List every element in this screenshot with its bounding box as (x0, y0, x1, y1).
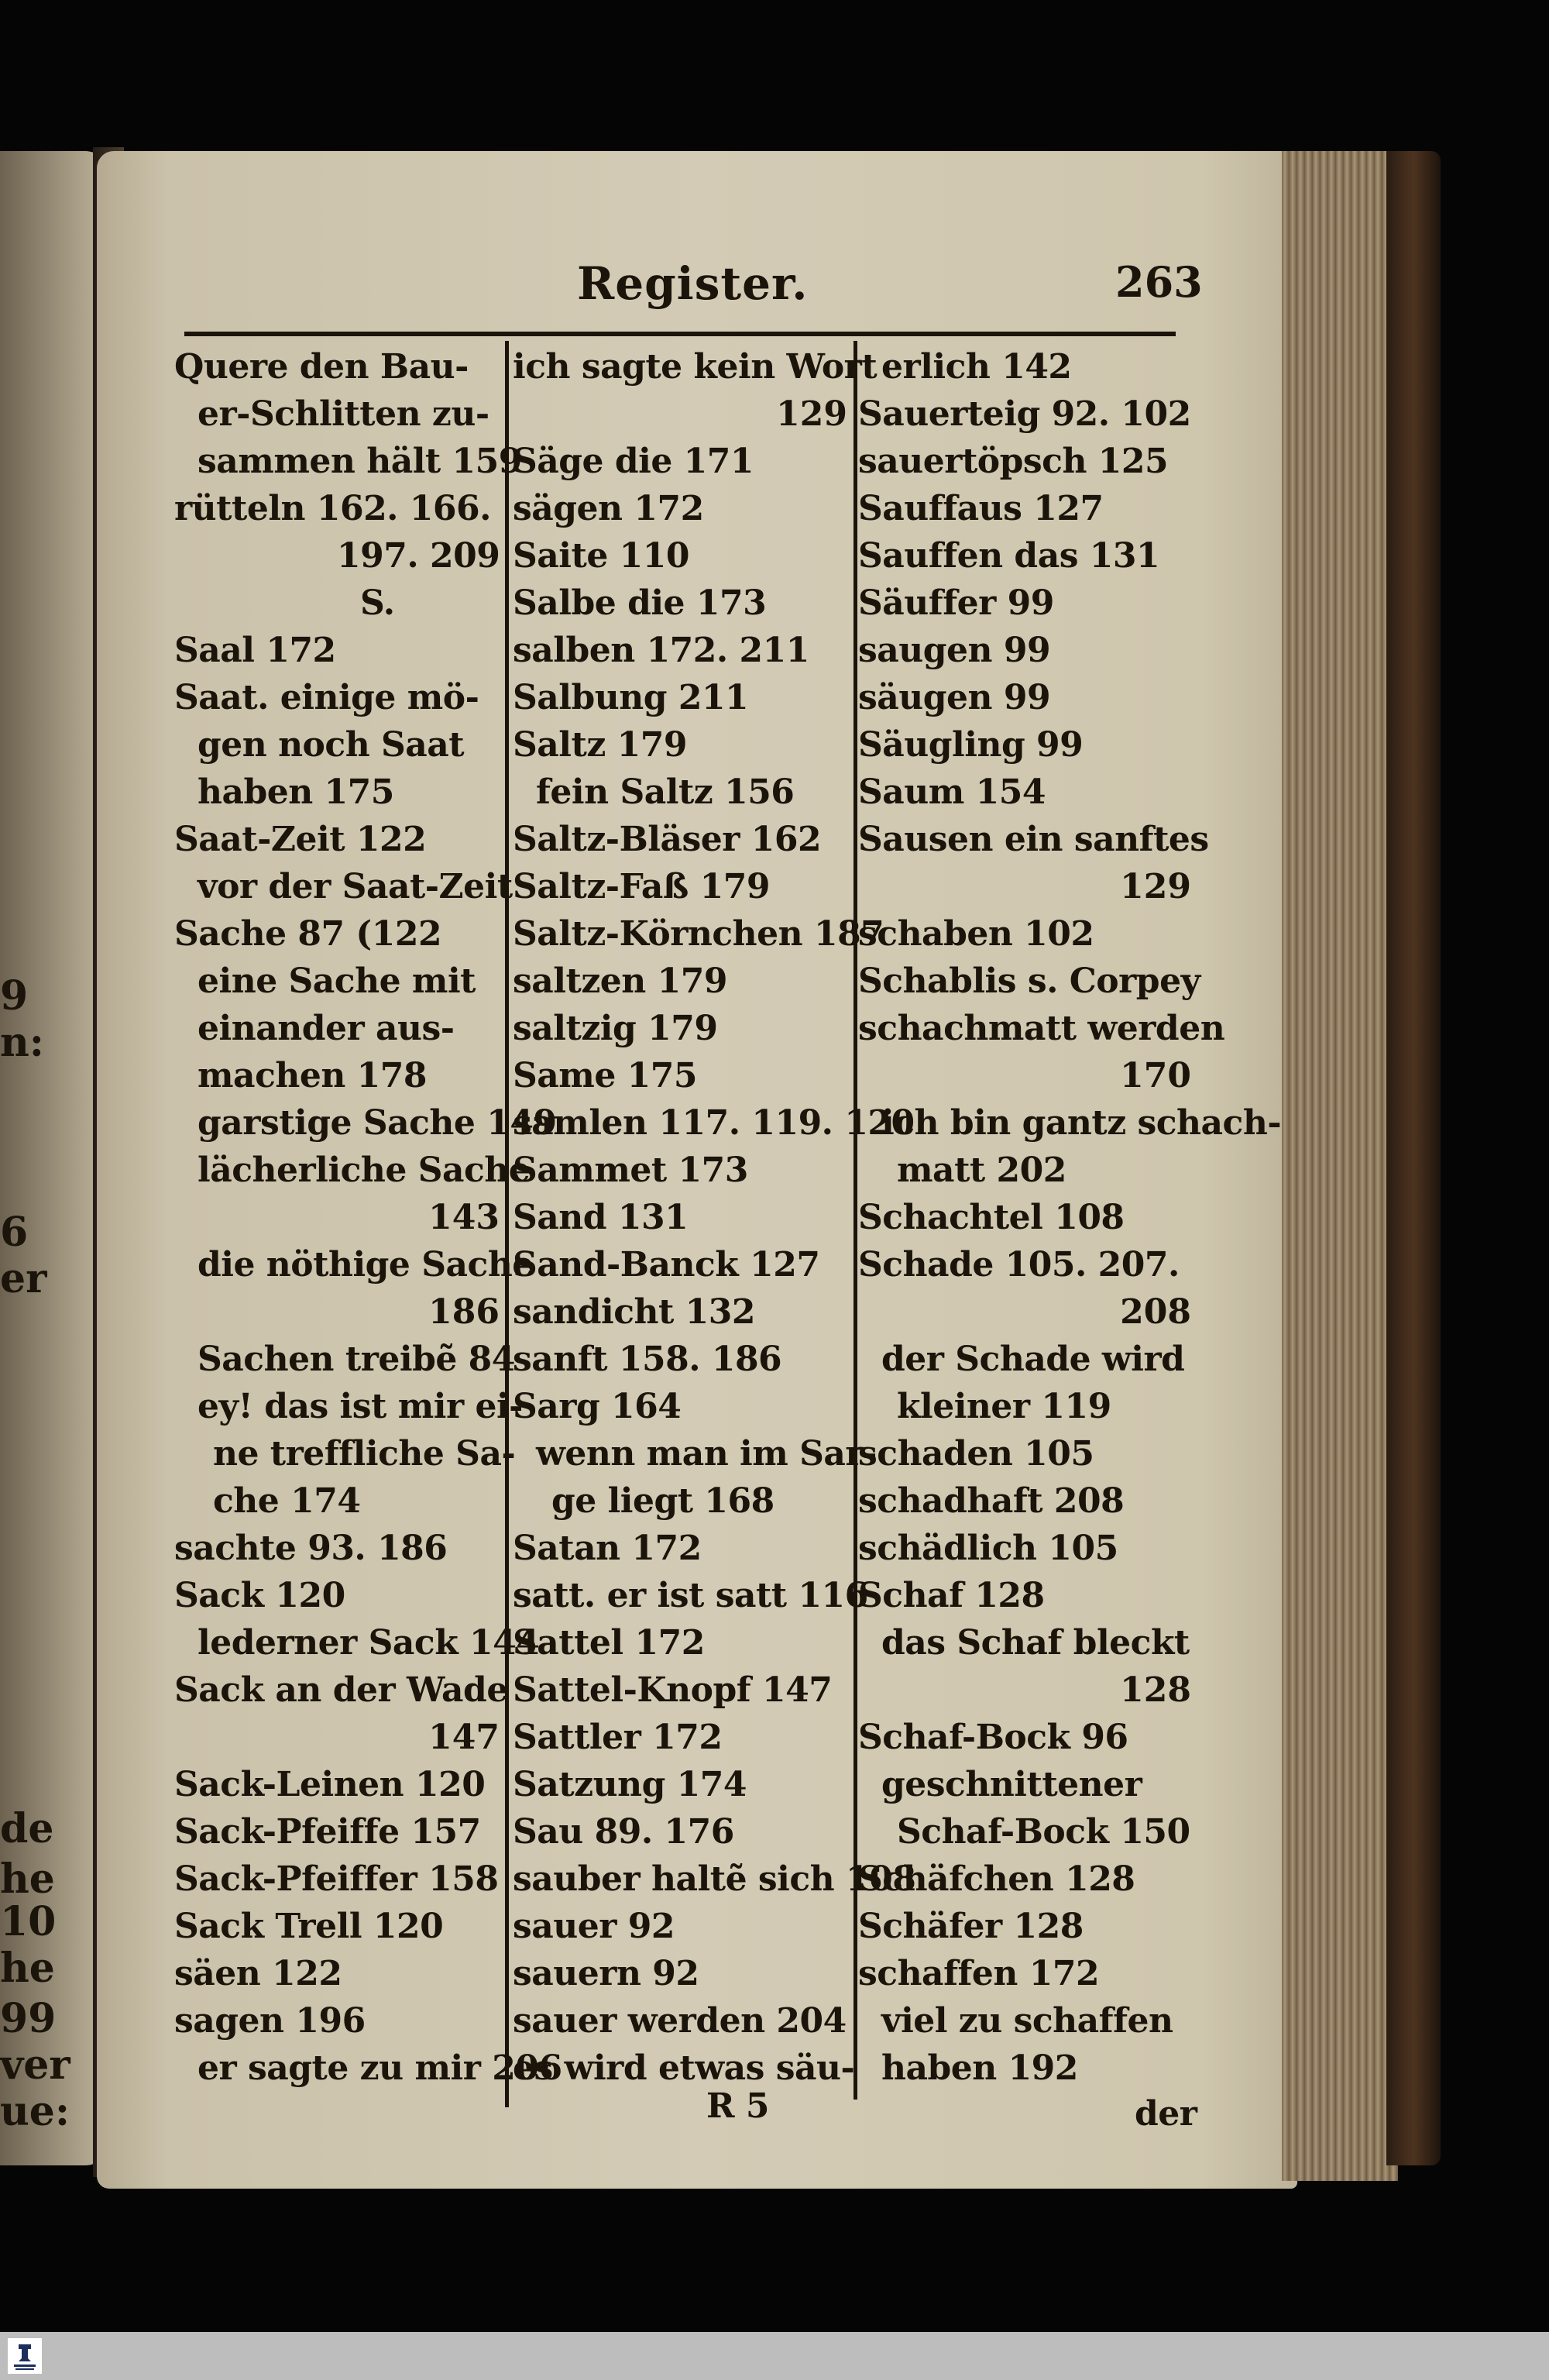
index-entry: eine Sache mit (197, 961, 476, 1001)
index-entry: 170 (1120, 1056, 1191, 1095)
index-entry: saltzen 179 (513, 961, 727, 1001)
index-entry: sammen hält 159 (197, 442, 522, 481)
index-entry: erlich 142 (881, 347, 1072, 387)
index-entry: vor der Saat-Zeit (197, 867, 513, 906)
index-entry: der Schade wird (881, 1340, 1185, 1379)
index-entry: Schaf-Bock 96 (858, 1718, 1128, 1757)
index-entry: rütteln 162. 166. (174, 489, 491, 528)
index-entry: Säuffer 99 (858, 583, 1054, 623)
index-entry: sandicht 132 (513, 1292, 756, 1332)
index-entry: Sauffen das 131 (858, 536, 1160, 576)
index-entry: Sand-Banck 127 (513, 1245, 820, 1285)
index-entry: sachte 93. 186 (174, 1529, 448, 1568)
index-entry: Sammet 173 (513, 1150, 748, 1190)
index-entry: Sack-Pfeiffer 158 (174, 1859, 499, 1899)
left-page-fragment: 10 (0, 1898, 57, 1945)
index-entry: schädlich 105 (858, 1529, 1118, 1568)
left-page-fragment: n: (0, 1019, 45, 1066)
index-entry: saltzig 179 (513, 1009, 718, 1048)
index-entry: ne treffliche Sa- (213, 1434, 516, 1474)
index-entry: che 174 (213, 1481, 361, 1521)
index-entry: 129 (776, 394, 847, 434)
index-entry: haben 175 (197, 772, 394, 812)
signature-mark: R 5 (706, 2086, 769, 2126)
index-entry: Sattler 172 (513, 1718, 723, 1757)
index-entry: Schade 105. 207. (858, 1245, 1180, 1285)
index-entry: Sauffaus 127 (858, 489, 1104, 528)
index-entry: Saal 172 (174, 631, 336, 670)
running-title: Register. (577, 257, 809, 310)
index-entry: salben 172. 211 (513, 631, 809, 670)
index-entry: sauern 92 (513, 1954, 699, 1993)
column-rule-left (505, 341, 509, 2107)
index-entry: Saat. einige mö- (174, 678, 479, 717)
index-entry: 143 (428, 1198, 500, 1237)
index-entry: 129 (1120, 867, 1191, 906)
index-entry: sägen 172 (513, 489, 704, 528)
index-entry: säugen 99 (858, 678, 1051, 717)
index-entry: Säge die 171 (513, 442, 754, 481)
left-page-fragment: he (0, 1945, 55, 1992)
index-entry: lächerliche Sache (197, 1150, 531, 1190)
index-entry: schaben 102 (858, 914, 1094, 954)
index-entry: Schäfer 128 (858, 1907, 1084, 1946)
index-entry: Saltz-Bläser 162 (513, 820, 822, 859)
index-entry: satt. er ist satt 116 (513, 1576, 868, 1615)
index-entry: garstige Sache 149 (197, 1103, 557, 1143)
index-entry: 186 (428, 1292, 500, 1332)
left-page-fragment: ver (0, 2041, 70, 2089)
index-entry: Satzung 174 (513, 1765, 747, 1804)
viewer-footer-bar (0, 2332, 1549, 2380)
index-entry: wenn man im Sar- (536, 1434, 877, 1474)
index-entry: gen noch Saat (197, 725, 465, 765)
page-edges (1282, 151, 1398, 2181)
index-entry: Sachen treibẽ 84 (197, 1340, 515, 1379)
index-entry: Saite 110 (513, 536, 689, 576)
index-entry: sauertöpsch 125 (858, 442, 1169, 481)
index-entry: Sand 131 (513, 1198, 689, 1237)
left-page-fragment: he (0, 1856, 55, 1903)
index-entry: Sau 89. 176 (513, 1812, 734, 1852)
left-page-fragment: ue: (0, 2088, 70, 2135)
index-entry: Schaf 128 (858, 1576, 1045, 1615)
index-entry: schaden 105 (858, 1434, 1094, 1474)
index-entry: Sack-Pfeiffe 157 (174, 1812, 481, 1852)
page-number: 263 (1115, 257, 1203, 307)
index-entry: schachmatt werden (858, 1009, 1225, 1048)
index-entry: Schablis s. Corpey (858, 961, 1200, 1001)
index-entry: sauer 92 (513, 1907, 675, 1946)
index-entry: Sattel 172 (513, 1623, 705, 1663)
index-entry: Schachtel 108 (858, 1198, 1125, 1237)
index-entry: Salbung 211 (513, 678, 749, 717)
index-entry: ey! das ist mir ei- (197, 1387, 523, 1426)
index-entry: Saltz 179 (513, 725, 687, 765)
index-entry: fein Saltz 156 (536, 772, 795, 812)
index-entry: sauer werden 204 (513, 2001, 847, 2041)
index-entry: Sausen ein sanftes (858, 820, 1209, 859)
left-page-fragment: de (0, 1805, 54, 1852)
index-entry: 147 (428, 1718, 500, 1757)
index-entry: 197. 209 (337, 536, 500, 576)
header-rule (184, 332, 1176, 336)
index-entry: Saum 154 (858, 772, 1046, 812)
index-entry: sanft 158. 186 (513, 1340, 782, 1379)
left-page-fragment: er (0, 1255, 47, 1302)
library-logo-icon (8, 2338, 42, 2374)
index-entry: Sache 87 (122 (174, 914, 442, 954)
index-entry: 208 (1120, 1292, 1191, 1332)
index-entry: kleiner 119 (897, 1387, 1111, 1426)
index-entry: Sack an der Wade (174, 1670, 508, 1710)
index-entry: Sarg 164 (513, 1387, 682, 1426)
book-cover-edge (1386, 151, 1441, 2165)
index-entry: Saltz-Faß 179 (513, 867, 771, 906)
index-entry: sagen 196 (174, 2001, 366, 2041)
index-entry: die nöthige Sache (197, 1245, 534, 1285)
index-entry: schaffen 172 (858, 1954, 1100, 1993)
index-entry: Saat-Zeit 122 (174, 820, 427, 859)
index-entry: lederner Sack 144 (197, 1623, 540, 1663)
index-entry: er sagte zu mir 206 (197, 2048, 562, 2088)
index-entry: matt 202 (897, 1150, 1066, 1190)
index-entry: Schaf-Bock 150 (897, 1812, 1190, 1852)
index-entry: Sack-Leinen 120 (174, 1765, 486, 1804)
index-entry: Sauerteig 92. 102 (858, 394, 1191, 434)
index-entry: machen 178 (197, 1056, 427, 1095)
index-entry: Same 175 (513, 1056, 697, 1095)
index-entry: säen 122 (174, 1954, 342, 1993)
index-entry: sauber haltẽ sich 108 (513, 1859, 916, 1899)
index-entry: Sack 120 (174, 1576, 345, 1615)
index-entry: er-Schlitten zu- (197, 394, 489, 434)
index-entry: einander aus- (197, 1009, 455, 1048)
index-entry: ich sagte kein Wort (513, 347, 878, 387)
index-entry: haben 192 (881, 2048, 1078, 2088)
index-entry: Sattel-Knopf 147 (513, 1670, 833, 1710)
index-entry: Sack Trell 120 (174, 1907, 444, 1946)
left-page-fragment: 99 (0, 1995, 57, 2042)
left-page-fragment: 6 (0, 1209, 29, 1256)
index-entry: geschnittener (881, 1765, 1142, 1804)
index-entry: das Schaf bleckt (881, 1623, 1190, 1663)
index-entry: ge liegt 168 (551, 1481, 774, 1521)
index-entry: Salbe die 173 (513, 583, 767, 623)
index-entry: ich bin gantz schach- (881, 1103, 1282, 1143)
column-rule-right (853, 341, 857, 2100)
catchword: der (1135, 2094, 1197, 2134)
index-entry: samlen 117. 119. 120 (513, 1103, 915, 1143)
index-entry: Saltz-Körnchen 187 (513, 914, 884, 954)
index-entry: Schäfchen 128 (858, 1859, 1135, 1899)
index-entry: 128 (1120, 1670, 1191, 1710)
index-entry: Satan 172 (513, 1529, 702, 1568)
index-entry: viel zu schaffen (881, 2001, 1173, 2041)
index-entry: saugen 99 (858, 631, 1051, 670)
index-entry: Säugling 99 (858, 725, 1084, 765)
index-entry: S. (360, 583, 395, 623)
left-page-fragment: 9 (0, 972, 29, 1020)
index-entry: Quere den Bau- (174, 347, 469, 387)
index-entry: schadhaft 208 (858, 1481, 1125, 1521)
index-entry: es wird etwas säu- (513, 2048, 855, 2088)
